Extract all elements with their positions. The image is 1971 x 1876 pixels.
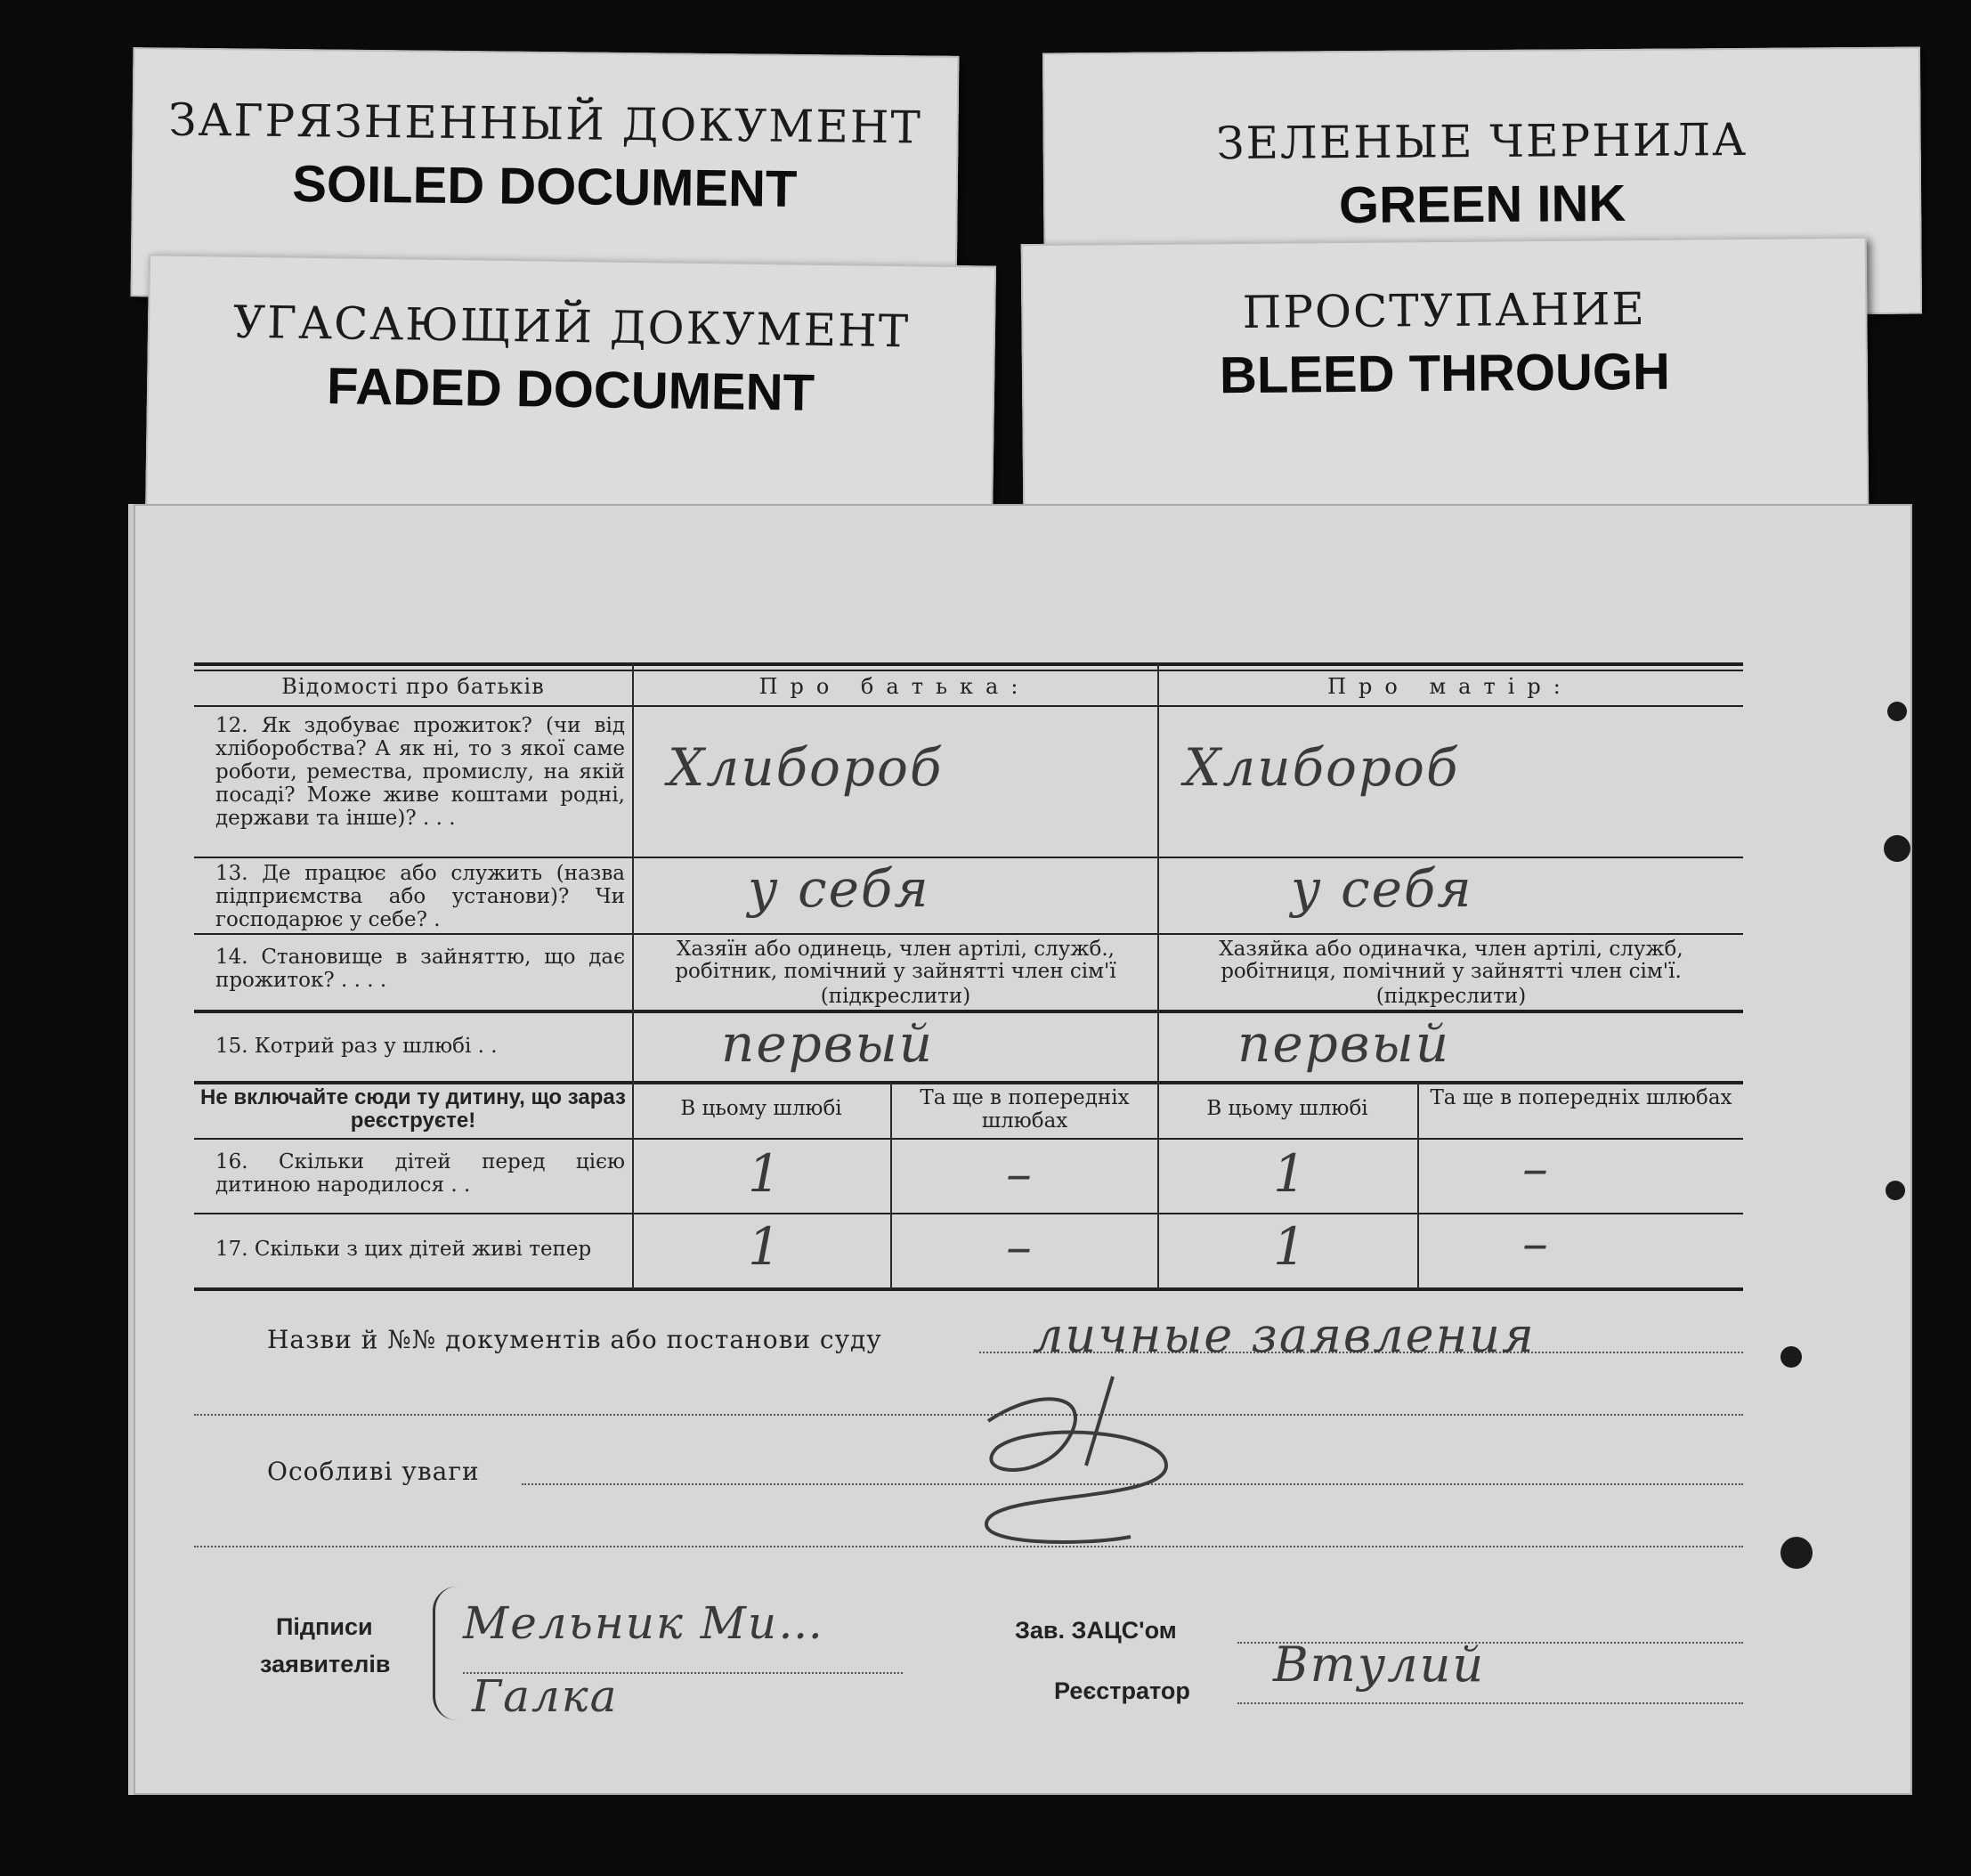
children-header-bottom-rule — [194, 1138, 1743, 1140]
q16-mother-prev: – — [1522, 1138, 1550, 1198]
header-bottom-rule — [194, 705, 1743, 707]
col-divider-mother-sub — [1417, 1083, 1419, 1289]
row13-bottom-rule — [194, 933, 1743, 935]
q13-mother-value: у себя — [1291, 858, 1473, 919]
table-top-rule-2 — [194, 670, 1743, 671]
header-mother: Про матір: — [1327, 674, 1573, 699]
col-divider-father-sub — [890, 1083, 892, 1289]
children-exclude-note: Не включайте сюди ту дитину, що зараз реєструєте! — [200, 1085, 626, 1133]
q12-label: 12. Як здобуває прожиток? (чи від хліборобства? А як ні, то з якої саме роботи, ремества, промислу, на якій посаді? Може живе коштами родні, держави та інше)? . . . — [215, 714, 625, 830]
table-top-rule — [194, 662, 1743, 666]
signatures-label-2: заявителів — [260, 1651, 391, 1677]
head-label: Зав. ЗАЦС'ом — [1015, 1617, 1177, 1644]
q15-label: 15. Котрий раз у шлюбі . . — [215, 1035, 498, 1058]
binding-hole — [1887, 702, 1907, 721]
signatures-label-1: Підписи — [276, 1613, 373, 1640]
q17-label: 17. Скільки з цих дітей живі тепер — [215, 1238, 592, 1261]
q14-mother-note: (підкреслити) — [1375, 985, 1527, 1008]
q16-label: 16. Скільки дітей перед цією дитиною народилося . . — [215, 1150, 625, 1197]
signatures-brace — [433, 1587, 457, 1720]
q17-mother-this: 1 — [1273, 1216, 1308, 1277]
q14-label: 14. Становище в зайняттю, що дає прожиток? . . . . — [215, 946, 625, 992]
registrar-label: Реєстратор — [1054, 1677, 1190, 1704]
row16-bottom-rule — [194, 1213, 1743, 1214]
q14-mother-options: Хазяйка або одиначка, член артілі, служб, робітниця, помічний у зайнятті член сім'ї. — [1219, 938, 1683, 983]
father-this-marriage-header: В цьому шлюбі — [680, 1097, 842, 1120]
binding-hole — [1780, 1537, 1813, 1569]
registrar-signature-line — [1237, 1702, 1743, 1704]
col-divider-1 — [632, 664, 634, 1289]
q13-label: 13. Де працює або служить (назва підприємства або установи)? Чи господарює у себе? . — [215, 862, 625, 931]
q13-father-value: у себя — [748, 858, 930, 919]
q16-father-this: 1 — [748, 1143, 783, 1204]
documents-value: личные заявления — [1033, 1307, 1536, 1363]
registrar-signature: Втулий — [1273, 1636, 1486, 1693]
binding-hole — [1884, 835, 1910, 862]
applicant-signature-1: Мельник Ми… — [463, 1597, 825, 1649]
q16-mother-this: 1 — [1273, 1143, 1308, 1204]
green-tag-ru: ЗЕЛЕНЫЕ ЧЕРНИЛА — [1216, 113, 1748, 170]
faded-tag-ru: УГАСАЮЩИЙ ДОКУМЕНТ — [232, 296, 911, 358]
soiled-tag-en: SOILED DOCUMENT — [291, 155, 798, 218]
q14-father-note: (підкреслити) — [820, 985, 971, 1008]
q15-mother-value: первый — [1237, 1013, 1451, 1074]
faded-document-tag — [145, 254, 996, 532]
remarks-label: Особливі уваги — [267, 1457, 480, 1486]
bleed-through-tag — [1021, 237, 1870, 520]
green-tag-en: GREEN INK — [1338, 174, 1626, 235]
binding-hole — [1780, 1346, 1802, 1368]
father-prev-marriages-header: Та ще в попередніх шлюбах — [920, 1086, 1130, 1133]
header-father: Про батька: — [758, 674, 1031, 699]
binding-hole — [1886, 1181, 1905, 1200]
q17-mother-prev: – — [1522, 1213, 1550, 1273]
registration-form-sheet — [134, 504, 1912, 1795]
q12-father-value: Хлибороб — [668, 737, 944, 798]
bleed-tag-ru: ПРОСТУПАНИЕ — [1242, 283, 1647, 338]
header-parents-info: Відомості про батьків — [281, 674, 545, 699]
faded-tag-en: FADED DOCUMENT — [326, 357, 815, 422]
cancellation-scribble — [935, 1368, 1229, 1581]
mother-this-marriage-header: В цьому шлюбі — [1206, 1097, 1368, 1120]
q16-father-prev: – — [1006, 1143, 1034, 1204]
q17-father-this: 1 — [748, 1216, 783, 1277]
row14-bottom-rule — [194, 1010, 1743, 1013]
col-divider-2 — [1157, 664, 1159, 1289]
table-bottom-rule — [194, 1287, 1743, 1291]
q12-mother-value: Хлибороб — [1184, 737, 1460, 798]
documents-label: Назви й №№ документів або постанови суду — [267, 1325, 882, 1354]
row15-bottom-rule — [194, 1081, 1743, 1084]
q15-father-value: первый — [721, 1013, 935, 1074]
soiled-tag-ru: ЗАГРЯЗНЕННЫЙ ДОКУМЕНТ — [168, 93, 923, 154]
q17-father-prev: – — [1006, 1216, 1034, 1277]
bleed-tag-en: BLEED THROUGH — [1219, 342, 1671, 405]
applicant-signature-2: Галка — [472, 1670, 619, 1722]
q14-father-options: Хазяїн або одинець, член артілі, служб., робітник, помічний у зайнятті член сім'ї — [675, 938, 1116, 983]
mother-prev-marriages-header: Та ще в попередніх шлюбах — [1430, 1086, 1732, 1109]
row12-bottom-rule — [194, 857, 1743, 858]
